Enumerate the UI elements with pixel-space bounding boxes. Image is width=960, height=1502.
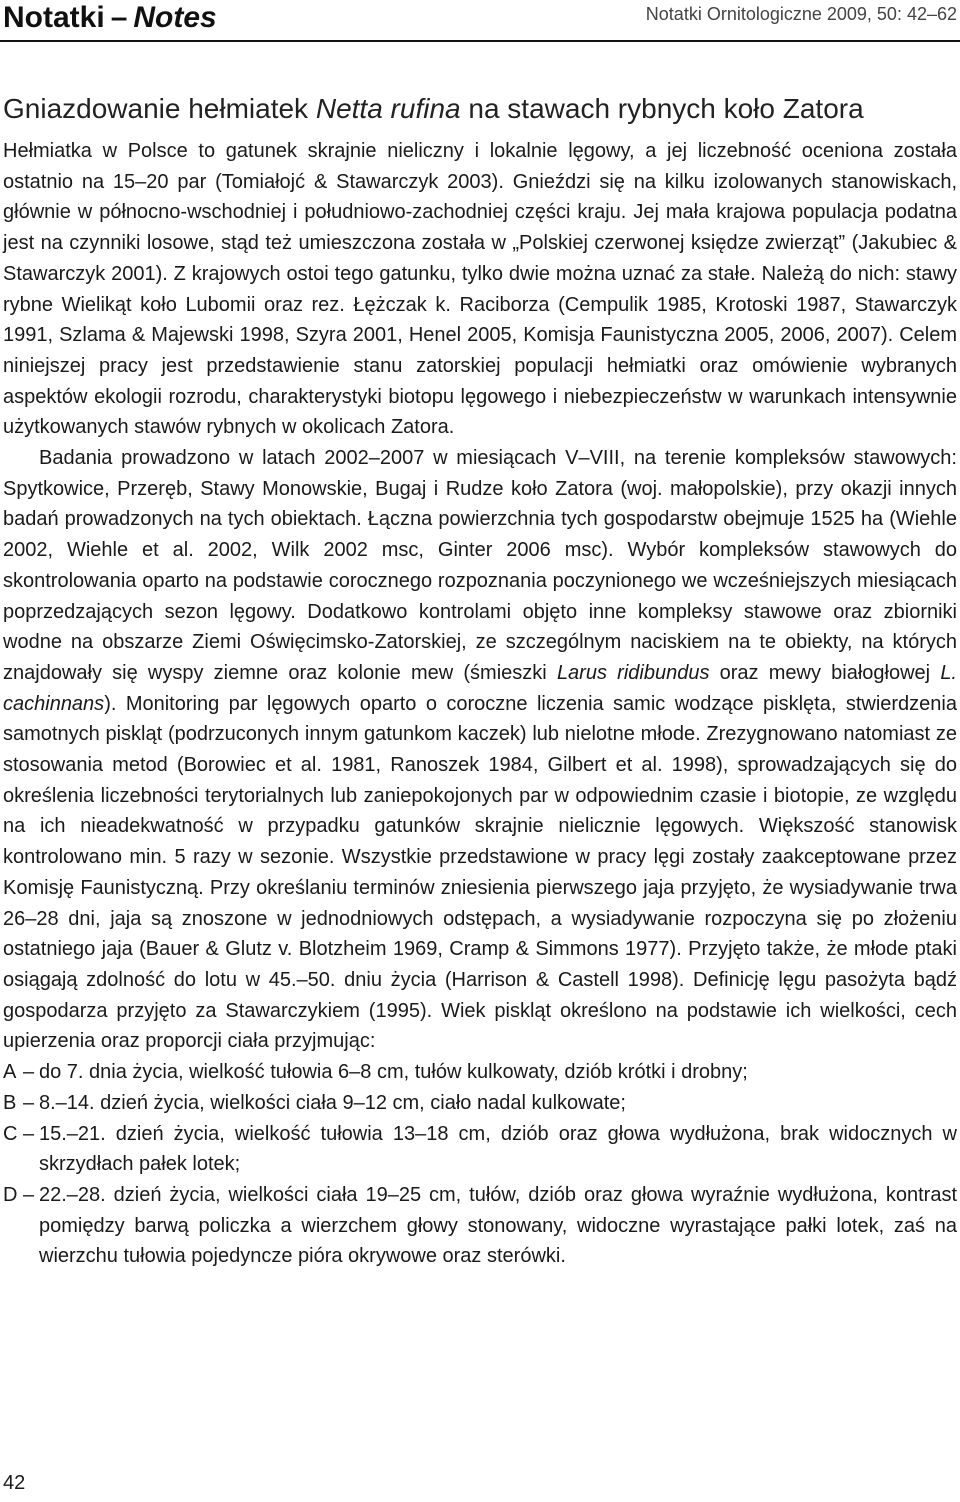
- methods-text-1: Badania prowadzono w latach 2002–2007 w miesiącach V–VIII, na terenie kompleksów stawowych: Spytkowice, Przeręb, Stawy Monowskie, Bugaj i Rudze koło Zatora (woj. małopolskie), przy okazji innych badań prowadzonych na tych obiektach. Łączna powierzchnia tych gospodarstw obejmuje 1525 ha (Wiehle 2002, Wiehle et al. 2002, Wilk 2002 msc, Ginter 2006 msc). Wybór kompleksów stawowych do skontrolowania oparto na podstawie corocznego rozpoznania poczynionego we wcześniejszych miesiącach poprzedzających sezon lęgowy. Dodatkowo kontrolami objęto inne kompleksy stawowe oraz zbiorniki wodne na obszarze Ziemi Oświęcimsko-Zatorskiej, ze szczególnym naciskiem na te obiekty, na których znajdowały się wyspy ziemne oraz kolonie mew (śmieszki: [3, 447, 957, 684]
- paragraph-introduction: Hełmiatka w Polsce to gatunek skrajnie nieliczny i lokalnie lęgowy, a jej liczebność oceniona została ostatnio na 15–20 par (Tomiałojć & Stawarczyk 2003). Gnieździ się na kilku izolowanych stanowiskach, głównie w północno-wschodniej i południowo-zachodniej części kraju. Jej mała krajowa populacja podatna jest na czynniki losowe, stąd też umieszczona została w „Polskiej czerwonej księdze zwierząt” (Jakubiec & Stawarczyk 2001). Z krajowych ostoi tego gatunku, tylko dwie można uznać za stałe. Należą do nich: stawy rybne Wielikąt koło Lubomii oraz rez. Łężczak k. Raciborza (Cempulik 1985, Krotoski 1987, Stawarczyk 1991, Szlama & Majewski 1998, Szyra 2001, Henel 2005, Komisja Faunistyczna 2005, 2006, 2007). Celem niniejszej pracy jest przedstawienie stanu zatorskiej populacji hełmiatki oraz omówienie wybranych aspektów ekologii rozrodu, charakterystyki biotopu lęgowego i niebezpieczeństw w warunkach intensywnie użytkowanych stawów rybnych w okolicach Zatora.: [3, 140, 957, 439]
- stage-dash: –: [23, 1183, 35, 1206]
- methods-text-3: ). Monitoring par lęgowych oparto o coroczne liczenia samic wodzące pisklęta, stwierdzenia samotnych piskląt (podrzuconych innym gatunkom kaczek) lub nielotne młode. Zrezygnowano natomiast ze stosowania metod (Borowiec et al. 1981, Ranoszek 1984, Gilbert et al. 1998), sprowadzających się do określenia liczebności terytorialnych lub zaniepokojonych par w odpowiednim czasie i biotopie, ze względu na ich nieadekwatność w przypadku gatunków skrajnie nielicznie lęgowych. Większość stanowisk kontrolowano min. 5 razy w sezonie. Wszystkie przedstawione w pracy lęgi zostały zaakceptowane przez Komisję Faunistyczną. Przy określaniu terminów zniesienia pierwszego jaja przyjęto, że wysiadywanie trwa 26–28 dni, jaja są znoszone w jednodniowych odstępach, a wysiadywanie rozpoczyna się po złożeniu ostatniego jaja (Bauer & Glutz v. Blotzheim 1969, Cramp & Simmons 1977). Przyjęto także, że młode ptaki osiągają zdolność do lotu w 45.–50. dniu życia (Harrison & Castell 1998). Definicję lęgu pasożyta bądź gospodarza przyjęto za Stawarczykiem (1995). Wiek piskląt określono na podstawie ich wielkości, cech upierzenia oraz proporcji ciała przyjmując:: [3, 692, 957, 1053]
- title-text-end: na stawach rybnych koło Zatora: [460, 93, 864, 124]
- stage-description: 22.–28. dzień życia, wielkości ciała 19–25 cm, tułów, dziób oraz głowa wyraźnie wydłużona, kontrast pomiędzy barwą policzka a wierzchem głowy stonowany, widoczne wyrastające pałki lotek, zaś na wierzchu tułowia pojedyncze pióra okrywowe oraz sterówki.: [39, 1183, 957, 1268]
- journal-reference: Notatki Ornitologiczne 2009, 50: 42–62: [645, 4, 957, 24]
- stage-dash: –: [23, 1061, 35, 1084]
- stage-letter: D: [3, 1183, 18, 1206]
- stage-description: 15.–21. dzień życia, wielkość tułowia 13–18 cm, dziób oraz głowa wydłużona, brak widocznych w skrzydłach pałek lotek;: [39, 1122, 957, 1176]
- stage-letter: B: [3, 1091, 17, 1114]
- list-item: [3, 1119, 957, 1180]
- section-label-pl: Notatki: [3, 1, 105, 34]
- title-text-start: Gniazdowanie hełmiatek: [3, 93, 316, 124]
- title-species-name: Netta rufina: [315, 93, 461, 124]
- stage-description: 8.–14. dzień życia, wielkości ciała 9–12 cm, ciało nadal kulkowate;: [39, 1091, 626, 1114]
- methods-text-2: oraz mewy białogłowej: [709, 661, 941, 684]
- article-title: [3, 90, 957, 128]
- species-larus-ridibundus: Larus ridibundus: [556, 661, 710, 684]
- stage-description: do 7. dnia życia, wielkość tułowia 6–8 cm, tułów kulkowaty, dziób krótki i drobny;: [39, 1061, 748, 1084]
- stage-dash: –: [23, 1091, 35, 1114]
- stage-dash: –: [23, 1122, 35, 1145]
- stage-letter: C: [3, 1122, 18, 1145]
- page-number: 42: [3, 1472, 26, 1494]
- article: [3, 90, 957, 1272]
- list-item: [3, 1088, 957, 1119]
- section-separator: –: [110, 1, 128, 34]
- list-item: [3, 1057, 957, 1088]
- header-divider: [0, 40, 960, 42]
- paragraph-methods: [3, 443, 957, 1057]
- section-heading: [3, 0, 217, 40]
- list-item: [3, 1180, 957, 1272]
- species-larus-cachinnans: L. cachinnans: [3, 661, 957, 715]
- article-body: [3, 136, 957, 1272]
- age-stage-list: [3, 1057, 957, 1272]
- stage-letter: A: [3, 1061, 17, 1084]
- section-label-en: Notes: [133, 1, 217, 34]
